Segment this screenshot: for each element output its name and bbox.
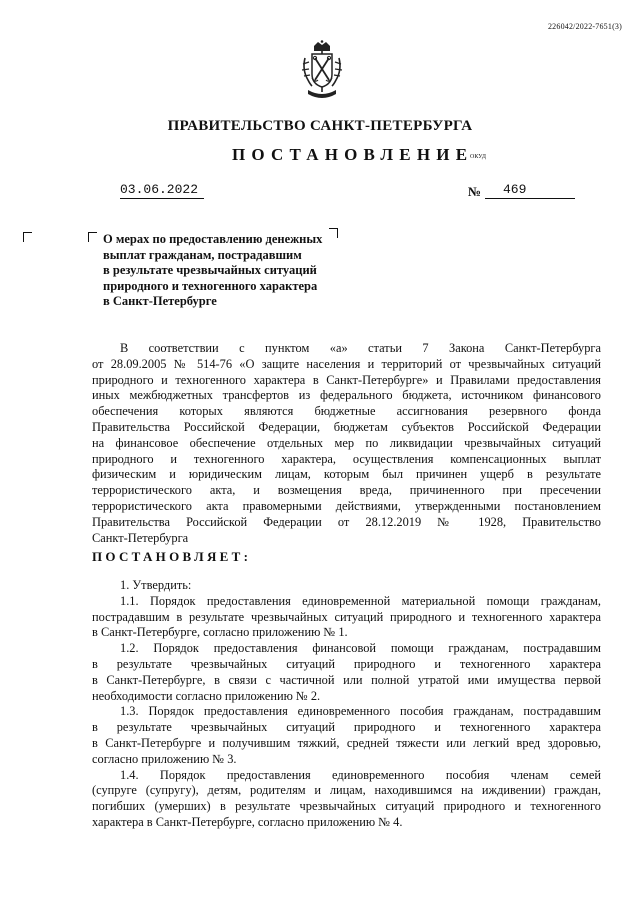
text-line: природного и техногенного характера в Санкт-Петербурге» и Правилами предоставления bbox=[92, 372, 601, 387]
subitem-1-3-line: согласно приложению № 3. bbox=[92, 751, 237, 766]
subitem-1-1-line: в Санкт-Петербурге, согласно приложению № 1. bbox=[92, 625, 348, 640]
subitem-1-4-line: (супруге (супругу), детям, родителям и лицам, находившимся на иждивении) граждан, bbox=[92, 783, 601, 798]
document-registration-code: 226042/2022-7651(3) bbox=[547, 22, 622, 31]
document-type-heading: ПОСТАНОВЛЕНИЕ bbox=[232, 145, 474, 164]
preamble-paragraph bbox=[92, 341, 601, 546]
subitem-1-3-line: 1.3. Порядок предоставления единовременного пособия гражданам, пострадавшим bbox=[120, 704, 601, 719]
text-line: террористического акта, и возмещения вреда, причиненного при пресечении bbox=[92, 483, 601, 498]
document-subject-title bbox=[103, 232, 343, 310]
margin-corner-mark bbox=[23, 232, 32, 242]
resolves-heading: ПОСТАНОВЛЯЕТ: bbox=[92, 549, 252, 564]
title-corner-mark-left bbox=[88, 232, 97, 242]
text-line: Санкт-Петербурга bbox=[92, 530, 189, 545]
subitem-1-2-line: 1.2. Порядок предоставления финансовой помощи гражданам, пострадавшим bbox=[120, 641, 601, 656]
subitem-1-4-line: характера в Санкт-Петербурге, согласно приложению № 4. bbox=[92, 814, 403, 829]
subitem-1-4-line: погибших (умерших) в результате чрезвычайных ситуаций природного и техногенного bbox=[92, 799, 601, 814]
text-line: террористического акта правомерными действиями, утвержденными постановлением bbox=[92, 498, 601, 513]
item-1-approve: 1. Утвердить: bbox=[120, 578, 192, 592]
okud-label: ОКУД bbox=[470, 154, 486, 160]
document-date: 03.06.2022 bbox=[120, 182, 204, 199]
number-sign: № bbox=[468, 184, 482, 199]
title-line: природного и техногенного характера bbox=[103, 278, 318, 293]
document-number: 469 bbox=[485, 182, 575, 199]
subitem-1-3-line: в Санкт-Петербурге и получившим тяжкий, средней тяжести или легкий вред здоровью, bbox=[92, 735, 601, 750]
text-line: В соответствии с пунктом «а» статьи 7 Закона Санкт-Петербурга bbox=[120, 341, 601, 355]
text-line: иных межбюджетных трансфертов из федерального бюджета, источником финансового bbox=[92, 388, 601, 403]
subitem-1-2-line: необходимости согласно приложению № 2. bbox=[92, 688, 321, 703]
coat-of-arms-emblem bbox=[300, 40, 344, 102]
subitem-1-2-line: в Санкт-Петербурге, в связи с частичной или полной утратой ими имущества первой bbox=[92, 672, 601, 687]
text-line: физическим и юридическим лицам, которым был причинен ущерб в результате bbox=[92, 467, 601, 482]
title-line: в Санкт-Петербурге bbox=[103, 294, 217, 309]
subitem-1-2-line: в результате чрезвычайных ситуаций природного и техногенного характера bbox=[92, 656, 601, 671]
title-line: в результате чрезвычайных ситуаций bbox=[103, 263, 317, 278]
text-line: Правительства Российской Федерации, бюджетам субъектов Российской Федерации bbox=[92, 419, 601, 434]
title-line: выплат гражданам, пострадавшим bbox=[103, 247, 302, 262]
subitem-1-1-line: пострадавшим в результате чрезвычайных ситуаций природного и техногенного характера bbox=[92, 609, 601, 624]
text-line: природного и техногенного характера, осуществления компенсационных выплат bbox=[92, 451, 601, 466]
title-line: О мерах по предоставлению денежных bbox=[103, 232, 323, 246]
subitem-1-1-line: 1.1. Порядок предоставления единовременной материальной помощи гражданам, bbox=[120, 593, 601, 608]
text-line: обеспечения которых являются бюджетные ассигнования резервного фонда bbox=[92, 404, 601, 419]
text-line: Правительства Российской Федерации от 28.12.2019 № 1928, Правительство bbox=[92, 514, 601, 529]
subitem-1-4-line: 1.4. Порядок предоставления единовременного пособия членам семей bbox=[120, 767, 601, 782]
subitem-1-3-line: в результате чрезвычайных ситуаций природного и техногенного характера bbox=[92, 720, 601, 735]
resolution-items bbox=[92, 578, 601, 831]
government-title: ПРАВИТЕЛЬСТВО САНКТ-ПЕТЕРБУРГА bbox=[167, 118, 473, 134]
text-line: на финансовое обеспечение отдельных мер по ликвидации чрезвычайных ситуаций bbox=[92, 435, 601, 450]
text-line: от 28.09.2005 № 514-76 «О защите населения и территорий от чрезвычайных ситуаций bbox=[92, 356, 601, 371]
